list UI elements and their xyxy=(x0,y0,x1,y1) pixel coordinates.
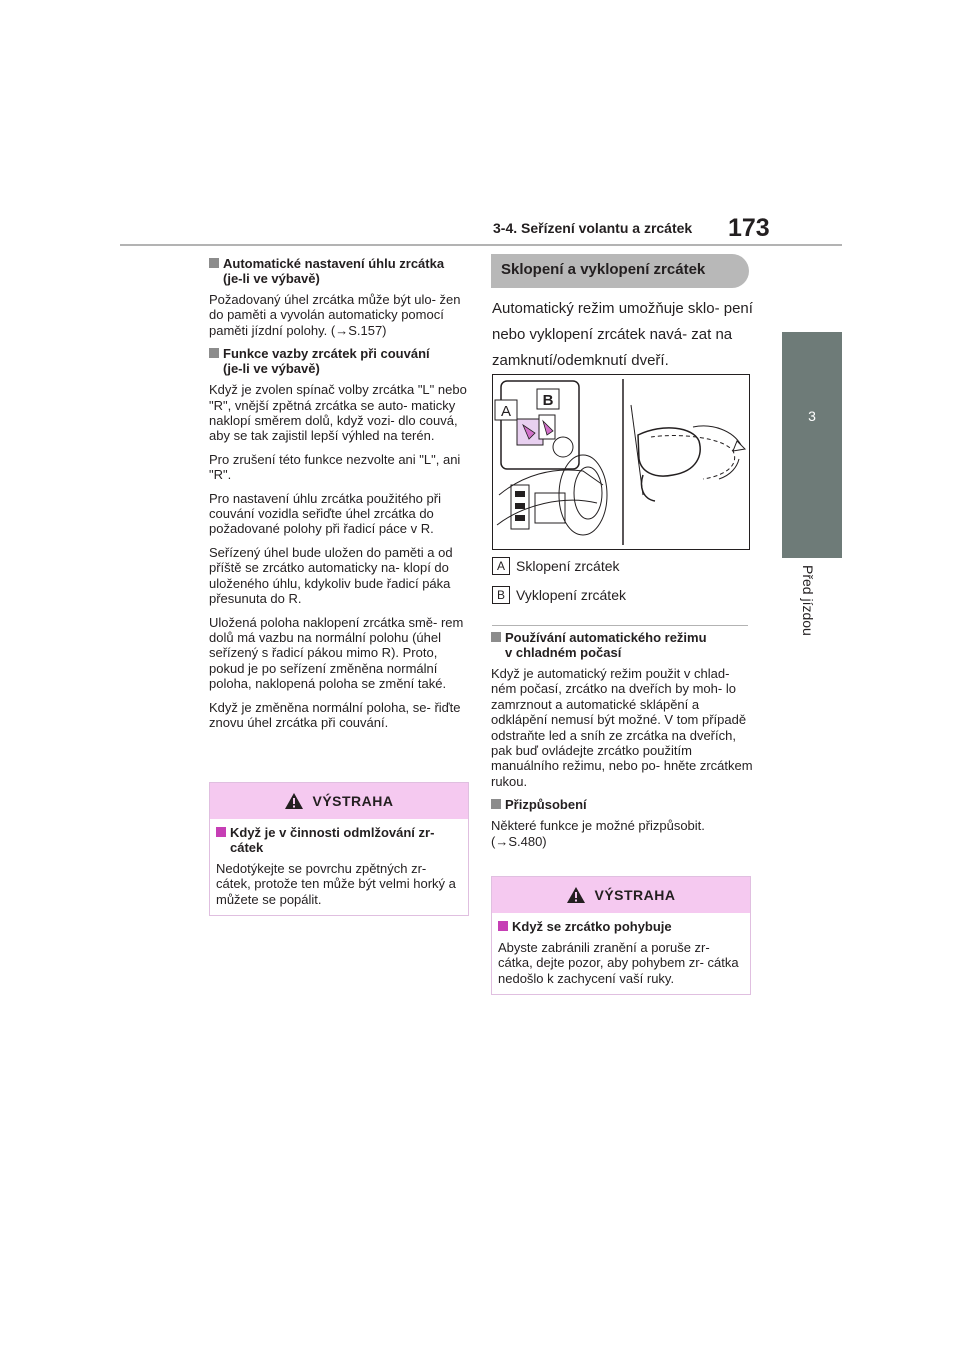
paragraph: Seřízený úhel bude uložen do paměti a od příště se zrcátko automaticky na- klopí do uloženého úhlu, kdykoliv bude řadicí páka přesunuta do R. xyxy=(209,544,453,607)
legend-item xyxy=(492,557,620,575)
left-column xyxy=(209,256,467,738)
section-heading: Funkce vazby zrcátek při couvání (je-li ve výbavě) xyxy=(209,346,467,376)
warning-heading: Když je v činnosti odmlžování zr- cátek xyxy=(216,825,462,855)
header-divider xyxy=(120,244,842,246)
paragraph: Pro zrušení této funkce nezvolte ani "L", ani "R". xyxy=(209,451,461,483)
mirror-switch-illustration xyxy=(493,375,749,549)
section-title: 3-4. Seřízení volantu a zrcátek xyxy=(493,220,693,236)
warning-text: Nedotýkejte se povrchu zpětných zr- cátek, protože ten může být velmi horký a můžete se popálit. xyxy=(216,861,456,907)
mirror-illustration xyxy=(492,374,750,550)
legend-key: A xyxy=(492,557,510,575)
chapter-label: Před jízdou xyxy=(800,565,816,636)
warning-title: VÝSTRAHA xyxy=(312,793,394,809)
warning-heading: Když se zrcátko pohybuje xyxy=(498,919,744,934)
paragraph: Požadovaný úhel zrcátka může být ulo- žen do paměti a vyvolán automaticky pomocí paměti jízdní polohy. (→S.157) xyxy=(209,292,461,338)
paragraph: Když je zvolen spínač volby zrcátka "L" nebo "R", vnější zpětná zrcátka se auto- maticky naklopí směrem dolů, když vozi- dlo couvá, aby se tak zajistil lepší výhled na terén. xyxy=(209,382,467,444)
callout-b: B xyxy=(542,392,554,409)
legend-text: Vyklopení zrcátek xyxy=(516,587,626,603)
paragraph: Když je změněna normální poloha, se- řiďte znovu úhel zrcátka při couvání. xyxy=(209,699,461,730)
bullet-square-icon xyxy=(209,258,219,268)
divider xyxy=(492,625,748,626)
paragraph: Uložená poloha naklopení zrcátka smě- rem dolů má vazbu na normální polohu (úhel seřízený s řadicí pákou mimo R). Proto, pokud je po seřízení změněna normální poloha, naklopená poloha se změní také. xyxy=(209,614,464,692)
section-heading: Přizpůsobení xyxy=(491,797,753,812)
bullet-square-icon xyxy=(491,799,501,809)
paragraph: Pro nastavení úhlu zrcátka použitého při couvání vozidla seřiďte úhel zrcátka do požadované polohy při řadicí páce v R. xyxy=(209,490,441,537)
page-number: 173 xyxy=(728,214,770,242)
warning-triangle-icon xyxy=(284,792,304,810)
legend-item xyxy=(492,586,626,604)
intro-paragraph: Automatický režim umožňuje sklo- pení nebo vyklopení zrcátek navá- zat na zamknutí/odemknutí dveří. xyxy=(492,300,753,369)
warning-body xyxy=(210,819,468,915)
warning-box xyxy=(491,876,751,995)
callout-a: A xyxy=(500,403,512,420)
chapter-tab xyxy=(782,332,842,558)
warning-body xyxy=(492,913,750,994)
right-column xyxy=(491,630,753,857)
warning-triangle-icon xyxy=(566,886,586,904)
warning-header xyxy=(210,783,468,819)
bullet-square-icon xyxy=(498,921,508,931)
bullet-square-icon xyxy=(216,827,226,837)
section-heading: Automatické nastavení úhlu zrcátka (je-li ve výbavě) xyxy=(209,256,467,286)
banner-title: Sklopení a vyklopení zrcátek xyxy=(501,261,706,278)
paragraph: Některé funkce je možné přizpůsobit. (→S.480) xyxy=(491,818,705,849)
warning-box xyxy=(209,782,469,916)
bullet-square-icon xyxy=(491,632,501,642)
section-heading: Používání automatického režimu v chladném počasí xyxy=(491,630,753,660)
warning-header xyxy=(492,877,750,913)
warning-text: Abyste zabránili zranění a poruše zr- cátka, dejte pozor, aby pohybem zr- cátka nedošlo k zachycení vaší ruky. xyxy=(498,940,739,986)
bullet-square-icon xyxy=(209,348,219,358)
paragraph: Když je automatický režim použit v chlad- ném počasí, zrcátko na dveřích by moh- lo zamrznout a automatické sklápění a odklápění nemusí být možné. V tom případě odstraňte led a sníh ze zrcátka na dveřích, pak buď ovládejte zrcátko použitím manuálního režimu, nebo po- hněte zrcátkem rukou. xyxy=(491,666,753,789)
legend-text: Sklopení zrcátek xyxy=(516,558,620,574)
legend-key: B xyxy=(492,586,510,604)
chapter-number: 3 xyxy=(808,408,816,424)
warning-title: VÝSTRAHA xyxy=(594,887,676,903)
